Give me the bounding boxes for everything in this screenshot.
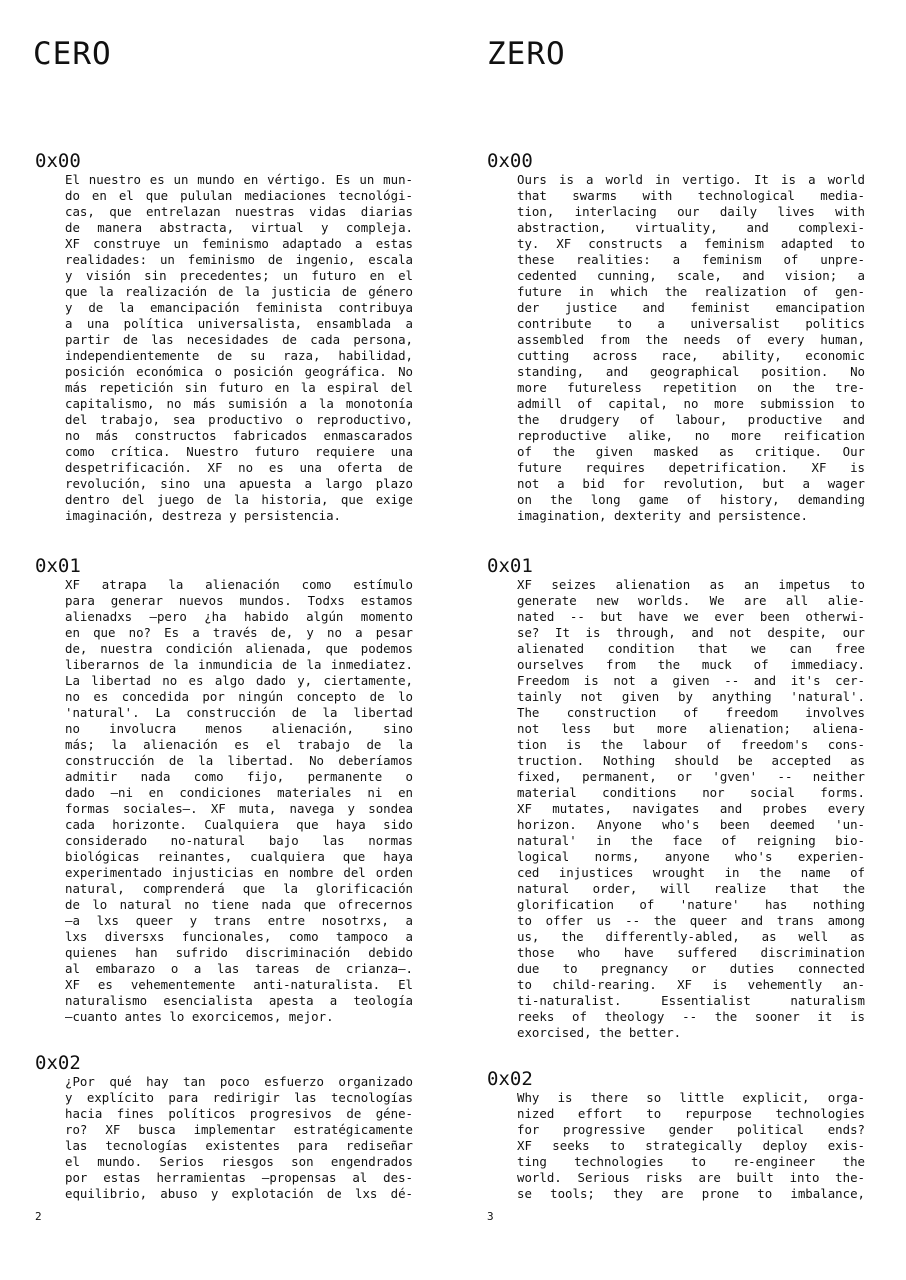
text-line: El nuestro es un mundo en vértigo. Es un mun- <box>65 172 413 187</box>
text-line: Ours is a world in vertigo. It is a world <box>517 172 865 187</box>
text-line: Why is there so little explicit, orga- <box>517 1090 865 1105</box>
text-line: tion, interlacing our daily lives with <box>517 204 865 219</box>
text-line: horizon. Anyone who's been deemed 'un- <box>517 817 865 832</box>
page-number: 3 <box>487 1210 494 1223</box>
text-line: ty. XF constructs a feminism adapted to <box>517 236 865 251</box>
text-line: —cuanto antes lo exorcicemos, mejor. <box>65 1009 334 1024</box>
text-line: realidades: un feminismo de ingenio, escala <box>65 252 413 267</box>
text-line: tion is the labour of freedom's cons- <box>517 737 865 752</box>
text-line: these realities: a feminism of unpre- <box>517 252 865 267</box>
section-0x00 <box>487 150 865 524</box>
text-line: XF es vehementemente anti-naturalista. El <box>65 977 413 992</box>
section-0x00 <box>35 150 413 524</box>
text-line: assembled from the needs of every human, <box>517 332 865 347</box>
section-heading: 0x02 <box>487 1068 533 1090</box>
text-line: glorification of 'nature' has nothing <box>517 897 865 912</box>
text-line: dentro del juego de la historia, que exige <box>65 492 413 507</box>
text-line: a una política universalista, ensamblada a <box>65 316 413 331</box>
text-line: cutting across race, ability, economic <box>517 348 865 363</box>
text-line: 'natural'. La construcción de la libertad <box>65 705 413 720</box>
text-line: liberarnos de la inmundicia de la inmediatez. <box>65 657 413 672</box>
text-line: quienes han sufrido discriminación debido <box>65 945 413 960</box>
text-line: do en el que pululan mediaciones tecnológi- <box>65 188 413 203</box>
text-line: en que no? Es a través de, y no a pesar <box>65 625 413 640</box>
text-line: considerado no-natural bajo las normas <box>65 833 413 848</box>
text-line: las tecnologías existentes para rediseñar <box>65 1138 413 1153</box>
text-line: alienated condition that we can free <box>517 641 865 656</box>
text-line: construcción de la libertad. No deberíamos <box>65 753 413 768</box>
text-line: The construction of freedom involves <box>517 705 865 720</box>
text-line: reeks of theology -- the sooner it is <box>517 1009 865 1024</box>
text-line: que la realización de la justicia de género <box>65 284 413 299</box>
text-line: del trabajo, sea productivo o reproductivo, <box>65 412 413 427</box>
text-line: future in which the realization of gen- <box>517 284 865 299</box>
text-line: those who have suffered discrimination <box>517 945 865 960</box>
text-line: de manera abstracta, virtual y compleja. <box>65 220 413 235</box>
text-line: La libertad no es algo dado y, ciertamente, <box>65 673 413 688</box>
text-line: exorcised, the better. <box>517 1025 682 1040</box>
text-line: —a lxs queer y trans entre nosotrxs, a <box>65 913 413 928</box>
section-body <box>65 172 413 524</box>
text-line: por estas herramientas —propensas al des- <box>65 1170 413 1185</box>
text-line: como crítica. Nuestro futuro requiere una <box>65 444 413 459</box>
text-line: nated -- but have we ever been otherwi- <box>517 609 865 624</box>
text-line: contribute to a universalist politics <box>517 316 865 331</box>
text-line: generate new worlds. We are all alie- <box>517 593 865 608</box>
text-line: despetrificación. XF no es una oferta de <box>65 460 413 475</box>
text-line: lxs diversxs funcionales, como tampoco a <box>65 929 413 944</box>
text-line: XF seeks to strategically deploy exis- <box>517 1138 865 1153</box>
text-line: of the given masked as critique. Our <box>517 444 865 459</box>
text-line: nized effort to repurpose technologies <box>517 1106 865 1121</box>
text-line: cedented cunning, scale, and vision; a <box>517 268 865 283</box>
text-line: to child-rearing. XF is vehemently an- <box>517 977 865 992</box>
text-line: formas sociales—. XF muta, navega y sondea <box>65 801 413 816</box>
text-line: ting technologies to re-engineer the <box>517 1154 865 1169</box>
text-line: on the long game of history, demanding <box>517 492 865 507</box>
text-line: experimentado injusticias en nombre del orden <box>65 865 413 880</box>
page-number: 2 <box>35 1210 42 1223</box>
text-line: naturalismo esencialista apesta a teología <box>65 993 413 1008</box>
text-line: fixed, permanent, or 'gven' -- neither <box>517 769 865 784</box>
text-line: más repetición sin futuro en la espiral del <box>65 380 413 395</box>
text-line: de, nuestra condición alienada, que podemos <box>65 641 413 656</box>
text-line: ro? XF busca implementar estratégicamente <box>65 1122 413 1137</box>
text-line: dado —ni en condiciones materiales ni en <box>65 785 413 800</box>
section-body <box>65 577 413 1025</box>
text-line: not less but more alienation; aliena- <box>517 721 865 736</box>
text-line: XF seizes alienation as an impetus to <box>517 577 865 592</box>
text-line: el mundo. Serios riesgos son engendrados <box>65 1154 413 1169</box>
text-line: y visión sin precedentes; un futuro en el <box>65 268 413 283</box>
text-line: revolución, sino una apuesta a largo plazo <box>65 476 413 491</box>
text-line: for progressive gender political ends? <box>517 1122 865 1137</box>
section-body <box>517 1090 865 1202</box>
text-line: ourselves from the muck of immediacy. <box>517 657 865 672</box>
text-line: us, the differently-abled, as well as <box>517 929 865 944</box>
text-line: XF atrapa la alienación como estímulo <box>65 577 413 592</box>
section-heading: 0x00 <box>487 150 533 172</box>
text-line: ti-naturalist. Essentialist naturalism <box>517 993 865 1008</box>
text-line: XF mutates, navigates and probes every <box>517 801 865 816</box>
text-line: logical norms, anyone who's experien- <box>517 849 865 864</box>
text-line: cas, que entrelazan nuestras vidas diarias <box>65 204 413 219</box>
section-body <box>517 577 865 1041</box>
text-line: reproductive alike, no more reification <box>517 428 865 443</box>
text-line: natural order, will realize that the <box>517 881 865 896</box>
text-line: equilibrio, abuso y explotación de lxs dé- <box>65 1186 413 1201</box>
section-body <box>517 172 865 524</box>
text-line: no más constructos fabricados enmascarados <box>65 428 413 443</box>
section-heading: 0x01 <box>35 555 81 577</box>
text-line: future requires depetrification. XF is <box>517 460 865 475</box>
text-line: independientemente de su raza, habilidad, <box>65 348 413 363</box>
text-line: imaginación, destreza y persistencia. <box>65 508 342 523</box>
section-heading: 0x02 <box>35 1052 81 1074</box>
text-line: se? It is through, and not despite, our <box>517 625 865 640</box>
text-line: alienadxs —pero ¿ha habido algún momento <box>65 609 413 624</box>
text-line: hacia fines políticos progresivos de géne- <box>65 1106 413 1121</box>
text-line: admill of capital, no more submission to <box>517 396 865 411</box>
text-line: due to pregnancy or duties connected <box>517 961 865 976</box>
text-line: the drudgery of labour, productive and <box>517 412 865 427</box>
text-line: natural, comprenderá que la glorificación <box>65 881 413 896</box>
section-0x01 <box>487 555 865 1041</box>
text-line: abstraction, virtuality, and complexi- <box>517 220 865 235</box>
text-line: that swarms with technological media- <box>517 188 865 203</box>
text-line: para generar nuevos mundos. Todxs estamos <box>65 593 413 608</box>
text-line: al embarazo o a las tareas de crianza—. <box>65 961 413 976</box>
text-line: biológicas reinantes, cualquiera que haya <box>65 849 413 864</box>
page-title: CERO <box>33 36 112 72</box>
text-line: not a bid for revolution, but a wager <box>517 476 865 491</box>
text-line: standing, and geographical position. No <box>517 364 865 379</box>
text-line: cada horizonte. Cualquiera que haya sido <box>65 817 413 832</box>
text-line: material conditions nor social forms. <box>517 785 865 800</box>
section-heading: 0x00 <box>35 150 81 172</box>
section-0x02 <box>35 1052 413 1202</box>
text-line: ced injustices wrought in the name of <box>517 865 865 880</box>
text-line: der justice and feminist emancipation <box>517 300 865 315</box>
text-line: posición económica o posición geográfica. No <box>65 364 413 379</box>
text-line: ¿Por qué hay tan poco esfuerzo organizado <box>65 1074 413 1089</box>
text-line: se tools; they are prone to imbalance, <box>517 1186 865 1201</box>
text-line: Freedom is not a given -- and it's cer- <box>517 673 865 688</box>
page-title: ZERO <box>487 36 566 72</box>
text-line: más; la alienación es el trabajo de la <box>65 737 413 752</box>
text-line: de lo natural no tiene nada que ofrecernos <box>65 897 413 912</box>
text-line: tainly not given by anything 'natural'. <box>517 689 865 704</box>
text-line: natural' in the face of reigning bio- <box>517 833 865 848</box>
text-line: XF construye un feminismo adaptado a estas <box>65 236 413 251</box>
text-line: admitir nada como fijo, permanente o <box>65 769 413 784</box>
section-0x02 <box>487 1068 865 1202</box>
section-0x01 <box>35 555 413 1025</box>
text-line: partir de las necesidades de cada persona, <box>65 332 413 347</box>
text-line: more futureless repetition on the tre- <box>517 380 865 395</box>
section-body <box>65 1074 413 1202</box>
text-line: to offer us -- the queer and trans among <box>517 913 865 928</box>
text-line: truction. Nothing should be accepted as <box>517 753 865 768</box>
text-line: no involucra menos alienación, sino <box>65 721 413 736</box>
text-line: world. Serious risks are built into the- <box>517 1170 865 1185</box>
text-line: no es concedida por ningún concepto de lo <box>65 689 413 704</box>
section-heading: 0x01 <box>487 555 533 577</box>
text-line: y explícito para redirigir las tecnologías <box>65 1090 413 1105</box>
text-line: y de la emancipación feminista contribuya <box>65 300 413 315</box>
text-line: capitalismo, no más sumisión a la monotonía <box>65 396 413 411</box>
text-line: imagination, dexterity and persistence. <box>517 508 808 523</box>
